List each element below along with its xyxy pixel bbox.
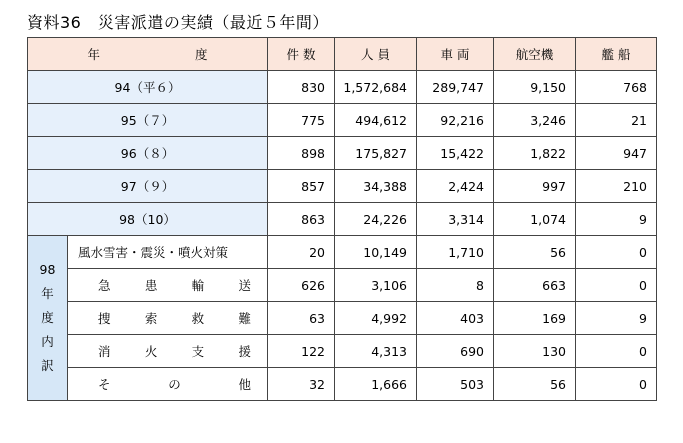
header-personnel: 人 員 (335, 38, 417, 71)
ships-cell: 947 (576, 137, 657, 170)
aircraft-cell: 130 (494, 335, 576, 368)
year-cell: 97（９） (28, 170, 268, 203)
breakdown-row (28, 269, 657, 302)
category-char: 索 (144, 311, 158, 326)
category-cell: 風水雪害・震災・噴火対策 (68, 236, 268, 269)
breakdown-row (28, 368, 657, 401)
ships-cell: 9 (576, 203, 657, 236)
category-char: 消 (98, 344, 111, 359)
dispatch-results-table (27, 37, 657, 401)
table-row (28, 137, 657, 170)
table-row (28, 203, 657, 236)
ships-cell: 0 (576, 368, 657, 401)
category-cell (68, 368, 268, 401)
year-cell: 98（10） (28, 203, 268, 236)
breakdown-label (28, 236, 68, 401)
category-char: 難 (238, 311, 251, 326)
personnel-cell: 1,572,684 (335, 71, 417, 104)
header-vehicles: 車 両 (417, 38, 494, 71)
category-char: 救 (191, 311, 205, 326)
category-char: 患 (144, 278, 158, 293)
breakdown-row (28, 302, 657, 335)
ships-cell: 0 (576, 269, 657, 302)
ships-cell: 0 (576, 236, 657, 269)
category-char: 支 (191, 344, 205, 359)
breakdown-label-char: 98 (39, 262, 56, 277)
cases-cell: 122 (268, 335, 335, 368)
category-cell (68, 269, 268, 302)
category-char: 輸 (191, 278, 205, 293)
aircraft-cell: 169 (494, 302, 576, 335)
header-aircraft: 航空機 (494, 38, 576, 71)
cases-cell: 63 (268, 302, 335, 335)
ships-cell: 21 (576, 104, 657, 137)
vehicles-cell: 289,747 (417, 71, 494, 104)
category-char: 送 (238, 278, 251, 293)
header-year-char: 度 (194, 47, 208, 62)
personnel-cell: 494,612 (335, 104, 417, 137)
vehicles-cell: 690 (417, 335, 494, 368)
personnel-cell: 10,149 (335, 236, 417, 269)
ships-cell: 210 (576, 170, 657, 203)
cases-cell: 830 (268, 71, 335, 104)
cases-cell: 857 (268, 170, 335, 203)
vehicles-cell: 15,422 (417, 137, 494, 170)
ships-cell: 9 (576, 302, 657, 335)
breakdown-label-char: 訳 (41, 358, 54, 373)
category-cell (68, 335, 268, 368)
category-char: そ (98, 377, 111, 392)
cases-cell: 626 (268, 269, 335, 302)
header-year (28, 38, 268, 71)
header-year-char: 年 (87, 47, 101, 62)
year-cell: 96（８） (28, 137, 268, 170)
aircraft-cell: 9,150 (494, 71, 576, 104)
aircraft-cell: 663 (494, 269, 576, 302)
category-char: 急 (98, 278, 111, 293)
category-char: の (168, 377, 181, 392)
breakdown-row (28, 236, 657, 269)
category-char: 火 (144, 344, 158, 359)
personnel-cell: 34,388 (335, 170, 417, 203)
table-row (28, 170, 657, 203)
vehicles-cell: 503 (417, 368, 494, 401)
category-cell (68, 302, 268, 335)
page-title: 資料36 災害派遣の実績（最近５年間） (27, 13, 329, 32)
vehicles-cell: 2,424 (417, 170, 494, 203)
vehicles-cell: 1,710 (417, 236, 494, 269)
cases-cell: 32 (268, 368, 335, 401)
vehicles-cell: 3,314 (417, 203, 494, 236)
category-char: 援 (238, 344, 251, 359)
aircraft-cell: 1,822 (494, 137, 576, 170)
category-char: 他 (238, 377, 251, 392)
breakdown-row (28, 335, 657, 368)
year-cell: 95（７） (28, 104, 268, 137)
header-cases: 件 数 (268, 38, 335, 71)
aircraft-cell: 997 (494, 170, 576, 203)
personnel-cell: 4,992 (335, 302, 417, 335)
cases-cell: 20 (268, 236, 335, 269)
cases-cell: 863 (268, 203, 335, 236)
personnel-cell: 3,106 (335, 269, 417, 302)
vehicles-cell: 92,216 (417, 104, 494, 137)
header-ships: 艦 船 (576, 38, 657, 71)
ships-cell: 0 (576, 335, 657, 368)
vehicles-cell: 403 (417, 302, 494, 335)
vehicles-cell: 8 (417, 269, 494, 302)
personnel-cell: 4,313 (335, 335, 417, 368)
table-row (28, 71, 657, 104)
cases-cell: 898 (268, 137, 335, 170)
ships-cell: 768 (576, 71, 657, 104)
cases-cell: 775 (268, 104, 335, 137)
breakdown-label-char: 内 (41, 334, 54, 349)
personnel-cell: 1,666 (335, 368, 417, 401)
aircraft-cell: 56 (494, 236, 576, 269)
personnel-cell: 24,226 (335, 203, 417, 236)
aircraft-cell: 3,246 (494, 104, 576, 137)
aircraft-cell: 1,074 (494, 203, 576, 236)
table-row (28, 104, 657, 137)
aircraft-cell: 56 (494, 368, 576, 401)
header-row (28, 38, 657, 71)
personnel-cell: 175,827 (335, 137, 417, 170)
category-char: 捜 (98, 311, 111, 326)
year-cell: 94（平６） (28, 71, 268, 104)
breakdown-label-char: 年 (41, 286, 54, 301)
breakdown-label-char: 度 (41, 310, 54, 325)
